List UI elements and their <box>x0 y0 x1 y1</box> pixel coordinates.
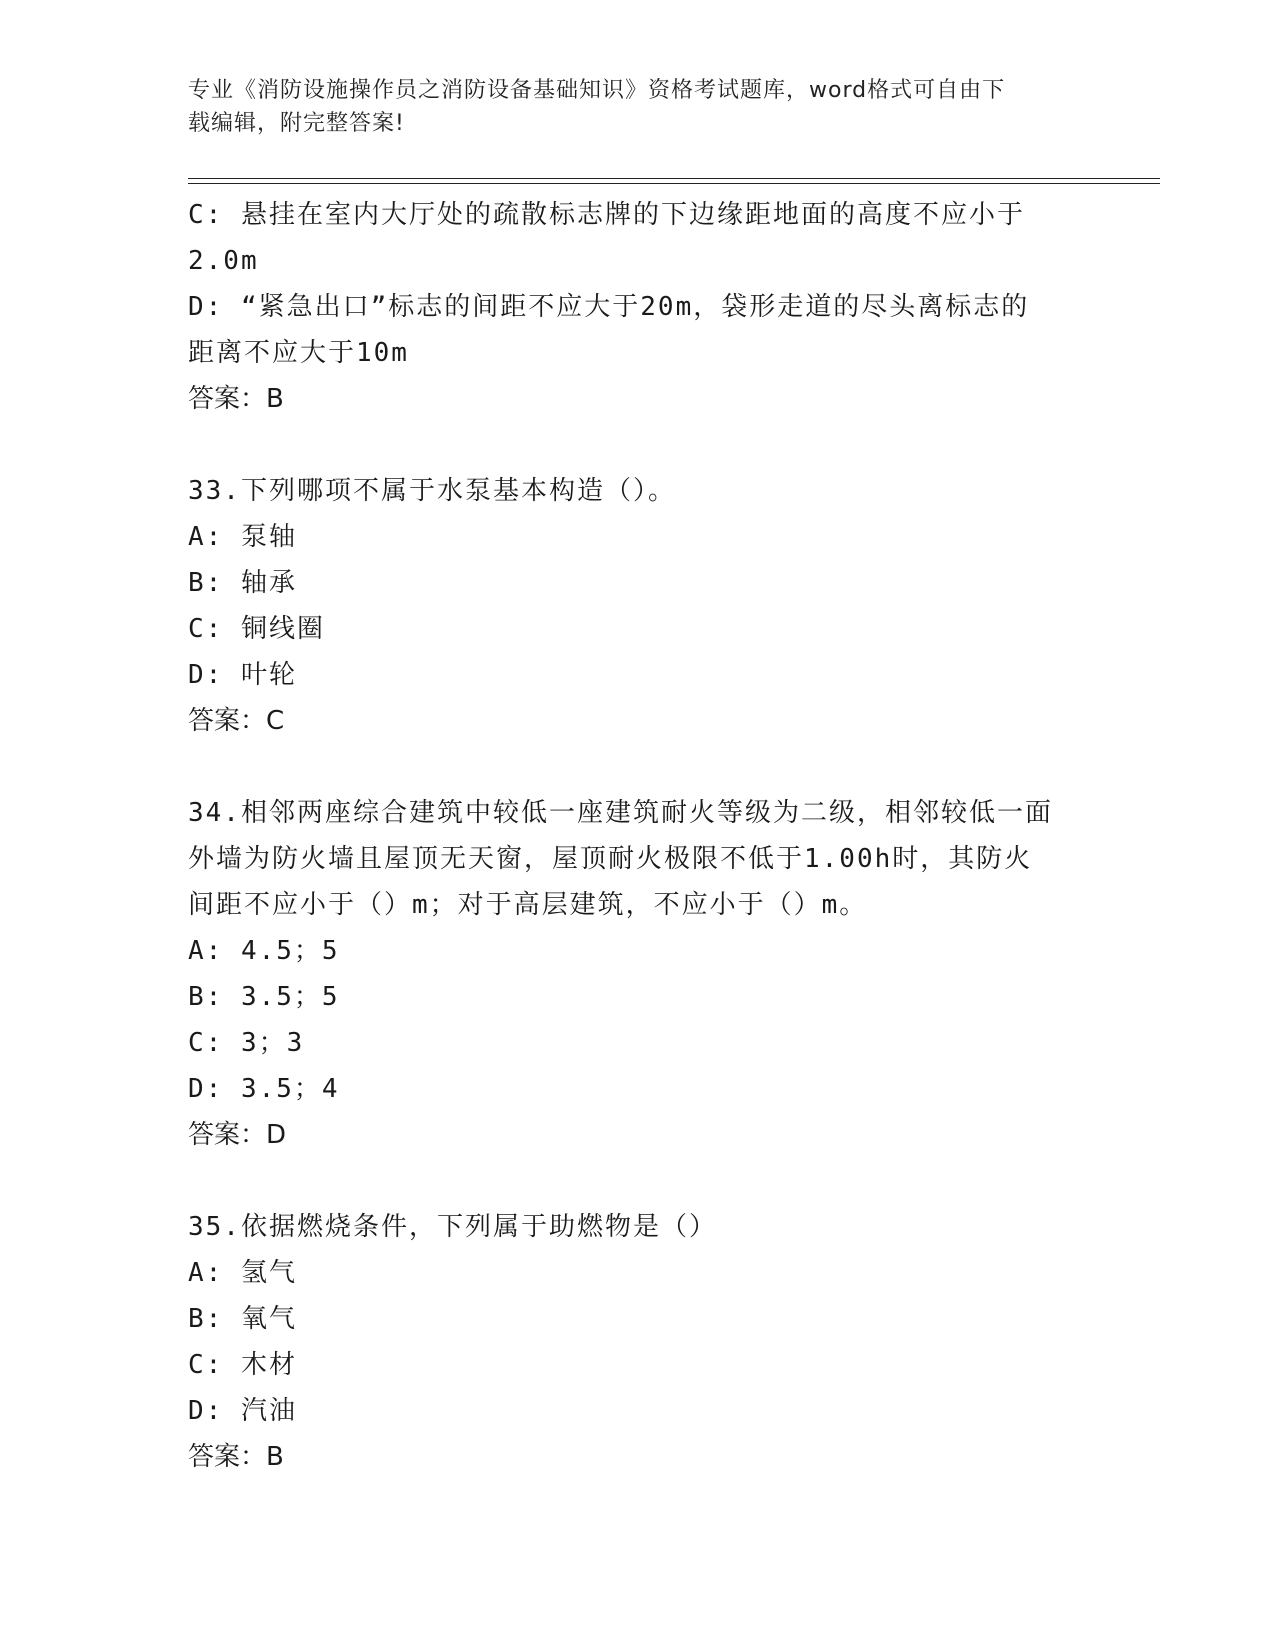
option-line: D: 汽油 <box>188 1396 297 1426</box>
question-stem: 外墙为防火墙且屋顶无天窗，屋顶耐火极限不低于1.00h时，其防火 <box>188 844 1033 874</box>
option-line: C: 3；3 <box>188 1028 305 1058</box>
option-line: D: 3.5；4 <box>188 1074 340 1104</box>
answer-line: 答案：D <box>188 1120 287 1150</box>
option-line: D: “紧急出口”标志的间距不应大于20m，袋形走道的尽头离标志的 <box>188 292 1030 322</box>
option-line: A: 泵轴 <box>188 522 297 552</box>
header-line-1: 专业《消防设施操作员之消防设备基础知识》资格考试题库，word格式可自由下 <box>188 78 1006 103</box>
option-line: D: 叶轮 <box>188 660 297 690</box>
question-stem: 33.下列哪项不属于水泵基本构造（）。 <box>188 476 676 506</box>
spacer <box>188 1158 1088 1204</box>
option-line: B: 3.5；5 <box>188 982 340 1012</box>
question-block <box>188 790 1088 1158</box>
option-line: 距离不应大于10m <box>188 338 409 368</box>
option-line: A: 4.5；5 <box>188 936 340 966</box>
answer-line: 答案：B <box>188 384 284 414</box>
option-line: C: 悬挂在室内大厅处的疏散标志牌的下边缘距地面的高度不应小于 <box>188 200 1025 230</box>
answer-line: 答案：C <box>188 706 285 736</box>
option-line: A: 氢气 <box>188 1258 297 1288</box>
question-block <box>188 468 1088 744</box>
spacer <box>188 744 1088 790</box>
question-stem: 35.依据燃烧条件，下列属于助燃物是（） <box>188 1212 717 1242</box>
question-block <box>188 1204 1088 1480</box>
question-stem: 间距不应小于（）m；对于高层建筑，不应小于（）m。 <box>188 890 868 920</box>
option-line: B: 氧气 <box>188 1304 297 1334</box>
header-divider-bottom <box>188 183 1160 184</box>
question-stem: 34.相邻两座综合建筑中较低一座建筑耐火等级为二级，相邻较低一面 <box>188 798 1053 828</box>
header-divider-top <box>188 178 1160 179</box>
question-content <box>188 192 1088 1480</box>
answer-line: 答案：B <box>188 1442 284 1472</box>
document-header <box>188 74 1088 140</box>
question-block <box>188 192 1088 422</box>
option-line: 2.0m <box>188 246 259 276</box>
header-line-2: 载编辑，附完整答案! <box>188 111 405 136</box>
spacer <box>188 422 1088 468</box>
option-line: C: 木材 <box>188 1350 297 1380</box>
option-line: C: 铜线圈 <box>188 614 325 644</box>
option-line: B: 轴承 <box>188 568 297 598</box>
